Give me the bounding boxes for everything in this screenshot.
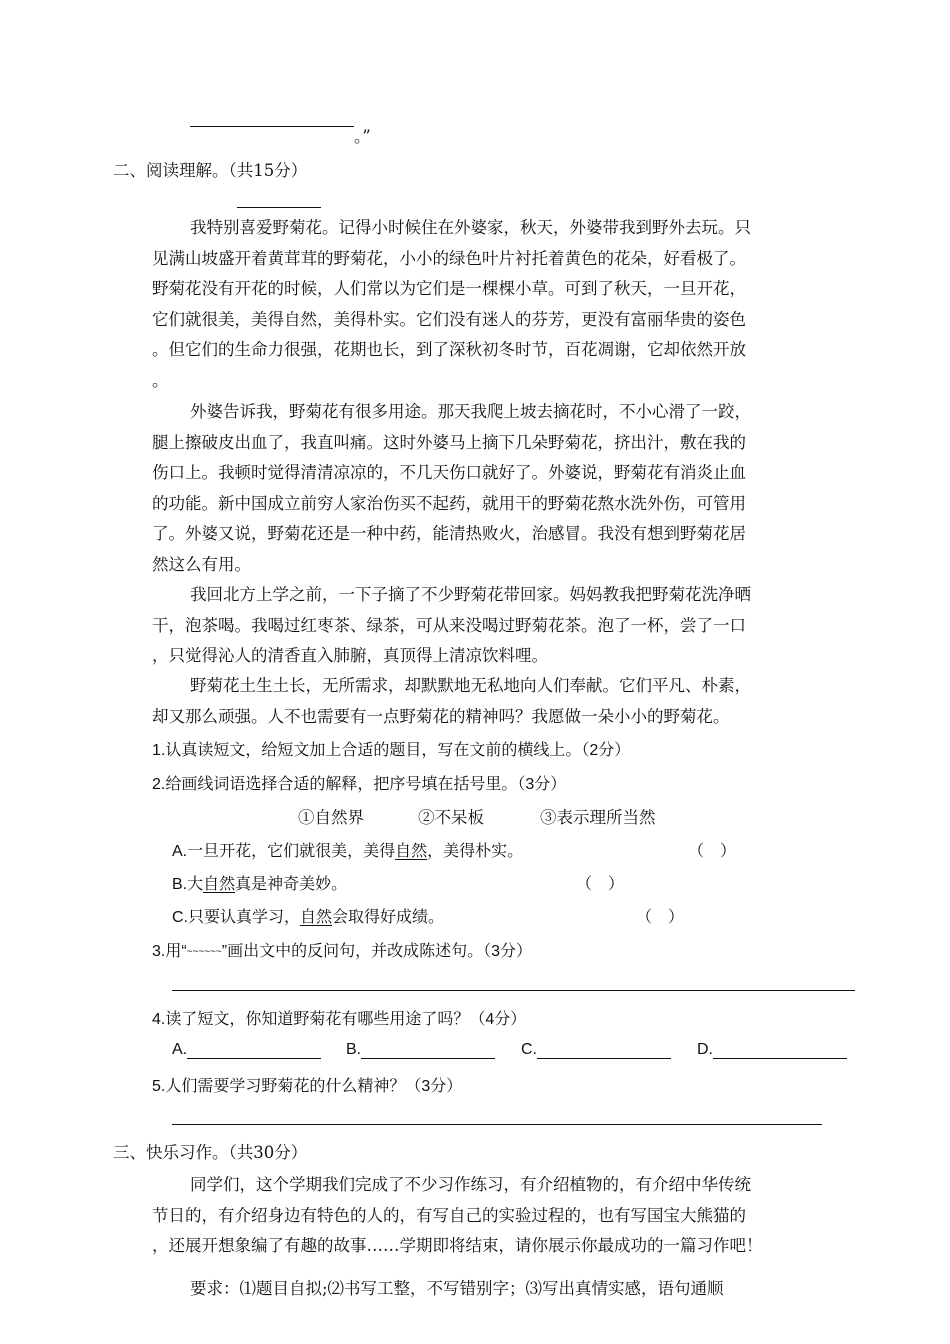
title-blank[interactable] (237, 207, 321, 208)
q4-label: D. (697, 1041, 713, 1058)
underlined-word: 自然 (300, 909, 333, 926)
option-3: ③表示理所当然 (540, 808, 656, 827)
answer-blank[interactable] (537, 1040, 671, 1059)
q4-label: B. (346, 1041, 362, 1058)
q4-blank-b[interactable] (346, 1040, 495, 1059)
q4-blank-a[interactable] (172, 1040, 321, 1059)
q3-text: 3.用“ (152, 943, 187, 960)
closing-quote: 。” (354, 127, 371, 146)
answer-blank[interactable] (713, 1040, 847, 1059)
passage-para-2 (152, 397, 852, 580)
wavy-line-mark: ~~~~~~ (186, 946, 222, 958)
answer-line-q5[interactable] (172, 1124, 822, 1125)
text-line: 我特别喜爱野菊花。记得小时候住在外婆家，秋天，外婆带我到野外去玩。只 (190, 218, 751, 237)
question-3 (152, 938, 532, 961)
answer-blank[interactable] (361, 1040, 495, 1059)
option-2: ②不呆板 (418, 808, 484, 827)
text-line: ，还展开想象编了有趣的故事……学期即将结束，请你展示你最成功的一篇习作吧！ (152, 1236, 763, 1255)
passage-para-3 (152, 580, 852, 672)
answer-paren-b[interactable]: （ ） (576, 876, 625, 893)
question-2: 2.给画线词语选择合适的解释，把序号填在括号里。（3分） (152, 776, 567, 793)
q4-label: A. (172, 1041, 188, 1058)
writing-requirement: 要求：⑴题目自拟;⑵书写工整，不写错别字；⑶写出真情实感，语句通顺 (190, 1279, 724, 1298)
writing-intro (152, 1170, 852, 1262)
text-line: 然这么有用。 (152, 554, 251, 574)
question-2a (172, 838, 523, 861)
text-line: 同学们，这个学期我们完成了不少习作练习，有介绍植物的，有介绍中华传统 (190, 1175, 751, 1194)
text-line: 野菊花没有开花的时候，人们常以为它们是一棵棵小草。可到了秋天，一旦开花， (152, 279, 746, 298)
answer-paren-c[interactable]: （ ） (636, 909, 685, 926)
q2b-text: B.大 (172, 876, 204, 893)
q4-blank-d[interactable] (697, 1040, 847, 1059)
text-line: 节日的，有介绍身边有特色的人的，有写自己的实验过程的，也有写国宝大熊猫的 (152, 1205, 746, 1225)
text-line: 。 (152, 370, 169, 390)
question-2c (172, 904, 444, 927)
option-1: ①自然界 (298, 808, 364, 827)
question-5: 5.人们需要学习野菊花的什么精神？（3分） (152, 1078, 463, 1095)
fill-blank-line[interactable] (190, 126, 354, 127)
passage-para-4 (152, 671, 852, 732)
q2c-text-end: 会取得好成绩。 (332, 909, 445, 926)
q2a-text: A.一旦开花，它们就很美，美得 (172, 843, 396, 860)
answer-line-q3[interactable] (172, 990, 855, 991)
q2c-text: C.只要认真学习， (172, 909, 301, 926)
text-line: 干，泡茶喝。我喝过红枣茶、绿茶，可从来没喝过野菊花茶。泡了一杯，尝了一口 (152, 615, 746, 635)
text-line: 的功能。新中国成立前穷人家治伤买不起药，就用干的野菊花熬水洗外伤，可管用 (152, 493, 746, 513)
passage-para-1 (152, 213, 852, 396)
text-line: 却又那么顽强。人不也需要有一点野菊花的精神吗？我愿做一朵小小的野菊花。 (152, 706, 730, 726)
q4-label: C. (521, 1041, 537, 1058)
text-line: 野菊花土生土长，无所需求，却默默地无私地向人们奉献。它们平凡、朴素， (190, 676, 751, 695)
text-line: 。但它们的生命力很强，花期也长，到了深秋初冬时节，百花凋谢，它却依然开放 (152, 340, 746, 359)
text-line: 见满山坡盛开着黄茸茸的野菊花，小小的绿色叶片衬托着黄色的花朵，好看极了。 (152, 248, 746, 268)
section3-heading: 三、快乐习作。（共30分） (113, 1143, 308, 1162)
text-line: 腿上擦破皮出血了，我直叫痛。这时外婆马上摘下几朵野菊花，挤出汁，敷在我的 (152, 432, 746, 452)
question-2b (172, 871, 347, 894)
text-line: 我回北方上学之前，一下子摘了不少野菊花带回家。妈妈教我把野菊花洗净晒 (190, 585, 751, 604)
text-line: 伤口上。我顿时觉得清清凉凉的，不几天伤口就好了。外婆说，野菊花有消炎止血 (152, 463, 746, 482)
underlined-word: 自然 (395, 843, 428, 860)
answer-blank[interactable] (187, 1040, 321, 1059)
text-line: 了。外婆又说，野菊花还是一种中药，能清热败火，治感冒。我没有想到野菊花居 (152, 524, 746, 543)
q2b-text-end: 真是神奇美妙。 (235, 876, 348, 893)
section2-heading: 二、阅读理解。（共15分） (113, 161, 308, 180)
answer-paren-a[interactable]: （ ） (688, 843, 737, 860)
text-line: ，只觉得沁人的清香直入肺腑，真顶得上清凉饮料哩。 (152, 646, 548, 665)
text-line: 它们就很美，美得自然，美得朴实。它们没有迷人的芬芳，更没有富丽华贵的姿色 (152, 309, 746, 329)
q3-text-end: ”画出文中的反问句，并改成陈述句。（3分） (221, 943, 532, 960)
underlined-word: 自然 (203, 876, 236, 893)
q2a-text-end: ，美得朴实。 (427, 843, 524, 860)
text-line: 外婆告诉我，野菊花有很多用途。那天我爬上坡去摘花时，不小心滑了一跤， (190, 402, 751, 421)
question-4: 4.读了短文，你知道野菊花有哪些用途了吗？（4分） (152, 1011, 527, 1028)
question-1: 1.认真读短文，给短文加上合适的题目，写在文前的横线上。（2分） (152, 742, 631, 759)
q4-blank-c[interactable] (521, 1040, 671, 1059)
